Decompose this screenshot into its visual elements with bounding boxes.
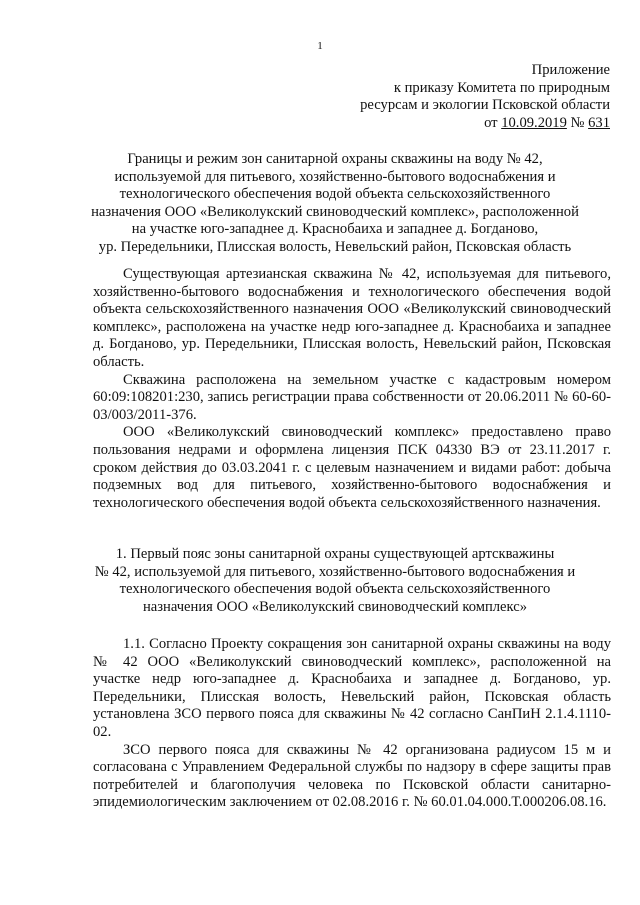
paragraph-license: ООО «Великолукский свиноводческий комплекс» предоставлено право пользования недрами и оформлена лицензия ПСК 04330 ВЭ от 23.11.2017 г. сроком действия до 03.03.2041 г. с целевым назначением и видами работ: добыча подземных вод для питьевого, хозяйственно-бытового водоснабжения и технологического обеспечения водой объекта сельскохозяйственного назначения. xyxy=(93,424,611,511)
appendix-date: 10.09.2019 xyxy=(501,114,567,131)
section-1-body xyxy=(93,636,611,812)
paragraph-land-plot: Скважина расположена на земельном участке с кадастровым номером 60:09:108201:230, запись регистрации права собственности от 20.06.2011 № 60-60-03/003/2011-376. xyxy=(93,371,611,423)
section-heading-line: назначения ООО «Великолукский свиноводческий комплекс» xyxy=(142,598,528,615)
section-heading-line: 1. Первый пояс зоны санитарной охраны существующей артскважины xyxy=(115,546,555,562)
appendix-label: Приложение xyxy=(531,62,610,78)
title-line: назначения ООО «Великолукский свиноводческий комплекс», расположенной xyxy=(91,203,579,220)
title-line: используемой для питьевого, хозяйственно-бытового водоснабжения и xyxy=(114,168,556,185)
title-line: ур. Передельники, Плисская волость, Невельский район, Псковская область xyxy=(98,238,572,255)
appendix-number: 631 xyxy=(588,114,610,131)
intro-section xyxy=(93,266,611,512)
page-number: 1 xyxy=(317,40,323,52)
section-heading-line: технологического обеспечения водой объекта сельскохозяйственного xyxy=(119,581,551,598)
section-heading-line: № 42, используемой для питьевого, хозяйственно-бытового водоснабжения и xyxy=(94,563,576,580)
title-line: технологического обеспечения водой объекта сельскохозяйственного xyxy=(119,186,551,203)
paragraph-well-description: Существующая артезианская скважина № 42, используемая для питьевого, хозяйственно-бытового водоснабжения и технологического обеспечения водой объекта сельскохозяйственного назначения ООО «Великолукский свиноводческий комплекс», расположена на участке недр юго-западнее д. Краснобаиха и западнее д. Богданово, ур. Передельники, Плисская волость, Невельский район, Псковская область. xyxy=(93,266,611,370)
paragraph-zone-radius: ЗСО первого пояса для скважины № 42 организована радиусом 15 м и согласована с Управлением Федеральной службы по надзору в сфере защиты прав потребителей и благополучия человека по Псковской области санитарно-эпидемиологическим заключением от 02.08.2016 г. № 60.01.04.000.Т.000206.08.16. xyxy=(93,741,611,811)
appendix-committee-line: ресурсам и экологии Псковской области xyxy=(360,97,610,114)
section-1-heading xyxy=(60,546,610,616)
appendix-header xyxy=(280,62,610,132)
appendix-order-line: к приказу Комитета по природным xyxy=(393,79,610,96)
appendix-number-sign: № xyxy=(566,114,589,131)
document-title xyxy=(60,151,610,257)
paragraph-1-1: 1.1. Согласно Проекту сокращения зон санитарной охраны скважины на воду № 42 ООО «Великолукский свиноводческий комплекс», расположенной на участке недр юго-западнее д. Краснобаиха и западнее д. Богданово, ур. Передельники, Плисская волость, Невельский район, Псковская область установлена ЗСО первого пояса для скважины № 42 согласно СанПиН 2.1.4.1110-02. xyxy=(93,636,611,740)
title-line: на участке юго-западнее д. Краснобаиха и западнее д. Богданово, xyxy=(131,221,539,238)
title-line: Границы и режим зон санитарной охраны скважины на воду № 42, xyxy=(127,151,543,167)
appendix-date-line xyxy=(280,115,610,133)
appendix-date-prefix: от xyxy=(484,114,502,131)
